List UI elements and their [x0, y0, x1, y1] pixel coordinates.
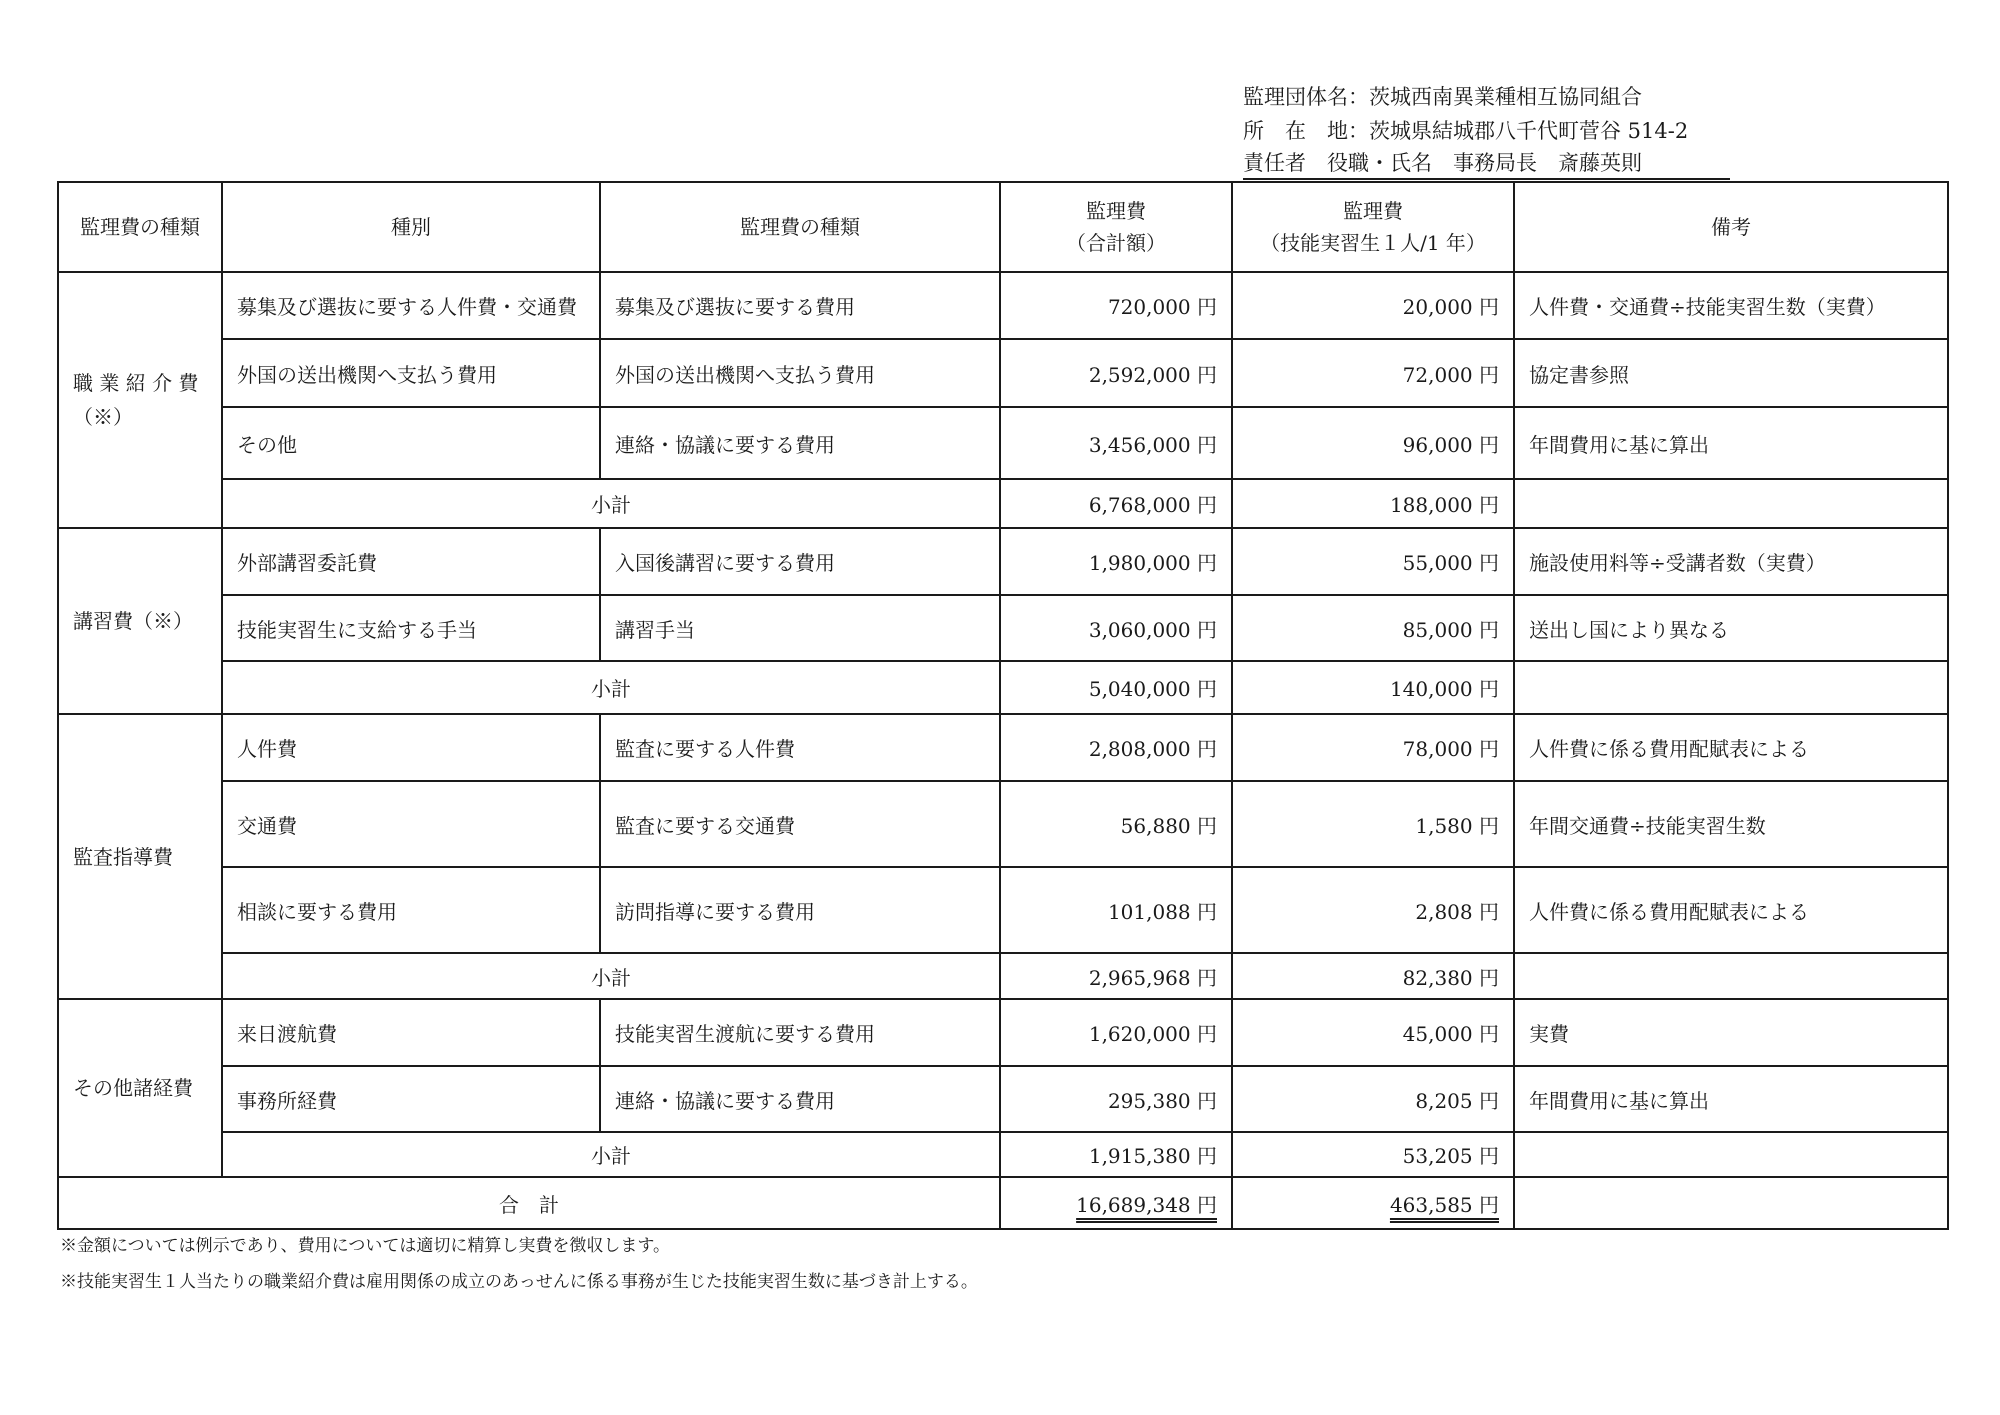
per-trainee-cell: 72,000 円	[1232, 339, 1514, 407]
per-trainee-cell: 1,580 円	[1232, 781, 1514, 867]
subtotal-per-trainee: 140,000 円	[1232, 661, 1514, 714]
remarks-cell: 協定書参照	[1514, 339, 1948, 407]
remarks-cell: 人件費に係る費用配賦表による	[1514, 867, 1948, 953]
header-remarks: 備考	[1514, 182, 1948, 272]
total-cell: 1,620,000 円	[1000, 999, 1232, 1066]
footnotes	[60, 1228, 978, 1300]
subtotal-total: 2,965,968 円	[1000, 953, 1232, 999]
org-address-line	[1243, 114, 1730, 148]
header-fee-kind: 監理費の種類	[600, 182, 1000, 272]
total-cell: 2,592,000 円	[1000, 339, 1232, 407]
table-row	[58, 595, 1948, 661]
organization-info	[1243, 80, 1730, 180]
total-cell: 295,380 円	[1000, 1066, 1232, 1132]
header-row	[58, 182, 1948, 272]
kind-cell: 募集及び選抜に要する費用	[600, 272, 1000, 339]
table-row	[58, 999, 1948, 1066]
subtotal-label: 小計	[222, 479, 1000, 528]
remarks-cell: 実費	[1514, 999, 1948, 1066]
kind-cell: 入国後講習に要する費用	[600, 528, 1000, 595]
footnote-1: ※金額については例示であり、費用については適切に精算し実費を徴収します。	[60, 1236, 670, 1256]
header-total-amount: 監理費 （合計額）	[1000, 182, 1232, 272]
header-fee-category: 監理費の種類	[58, 182, 222, 272]
type-cell: その他	[222, 407, 600, 479]
table-row	[58, 714, 1948, 781]
subtotal-total: 1,915,380 円	[1000, 1132, 1232, 1177]
type-cell: 募集及び選抜に要する人件費・交通費	[222, 272, 600, 339]
type-cell: 交通費	[222, 781, 600, 867]
org-responsible: 事務局長 斎藤英則	[1453, 151, 1642, 175]
kind-cell: 外国の送出機関へ支払う費用	[600, 339, 1000, 407]
subtotal-label: 小計	[222, 1132, 1000, 1177]
subtotal-remarks	[1514, 661, 1948, 714]
remarks-cell: 年間費用に基に算出	[1514, 1066, 1948, 1132]
header-per-trainee: 監理費 （技能実習生１人/1 年）	[1232, 182, 1514, 272]
subtotal-total: 6,768,000 円	[1000, 479, 1232, 528]
org-name-line	[1243, 80, 1730, 114]
footnote-2: ※技能実習生１人当たりの職業紹介費は雇用関係の成立のあっせんに係る事務が生じた技能実習生数に基づき計上する。	[60, 1272, 978, 1292]
subtotal-row	[58, 1132, 1948, 1177]
type-cell: 人件費	[222, 714, 600, 781]
subtotal-per-trainee: 53,205 円	[1232, 1132, 1514, 1177]
grand-total-label: 合 計	[58, 1177, 1000, 1229]
per-trainee-cell: 96,000 円	[1232, 407, 1514, 479]
remarks-cell: 年間費用に基に算出	[1514, 407, 1948, 479]
kind-cell: 技能実習生渡航に要する費用	[600, 999, 1000, 1066]
org-address: 茨城県結城郡八千代町菅谷 514-2	[1369, 119, 1689, 143]
subtotal-per-trainee: 188,000 円	[1232, 479, 1514, 528]
subtotal-row	[58, 479, 1948, 528]
table-row	[58, 781, 1948, 867]
subtotal-label: 小計	[222, 661, 1000, 714]
total-cell: 1,980,000 円	[1000, 528, 1232, 595]
kind-cell: 連絡・協議に要する費用	[600, 1066, 1000, 1132]
subtotal-remarks	[1514, 1132, 1948, 1177]
subtotal-total: 5,040,000 円	[1000, 661, 1232, 714]
supervision-fee-table	[57, 181, 1949, 1230]
total-cell: 3,060,000 円	[1000, 595, 1232, 661]
org-responsible-label: 責任者 役職・氏名	[1243, 151, 1432, 175]
subtotal-per-trainee: 82,380 円	[1232, 953, 1514, 999]
subtotal-row	[58, 953, 1948, 999]
per-trainee-cell: 85,000 円	[1232, 595, 1514, 661]
total-cell: 101,088 円	[1000, 867, 1232, 953]
kind-cell: 講習手当	[600, 595, 1000, 661]
grand-total-row	[58, 1177, 1948, 1229]
total-cell: 56,880 円	[1000, 781, 1232, 867]
org-name-label: 監理団体名：	[1243, 85, 1369, 109]
per-trainee-cell: 78,000 円	[1232, 714, 1514, 781]
table-row	[58, 528, 1948, 595]
type-cell: 技能実習生に支給する手当	[222, 595, 600, 661]
type-cell: 外部講習委託費	[222, 528, 600, 595]
remarks-cell: 施設使用料等÷受講者数（実費）	[1514, 528, 1948, 595]
header-type: 種別	[222, 182, 600, 272]
total-cell: 720,000 円	[1000, 272, 1232, 339]
category-cell: 講習費（※）	[58, 528, 222, 714]
per-trainee-cell: 20,000 円	[1232, 272, 1514, 339]
remarks-cell: 送出し国により異なる	[1514, 595, 1948, 661]
category-cell: 職 業 紹 介 費（※）	[58, 272, 222, 528]
type-cell: 外国の送出機関へ支払う費用	[222, 339, 600, 407]
subtotal-remarks	[1514, 479, 1948, 528]
remarks-cell: 年間交通費÷技能実習生数	[1514, 781, 1948, 867]
kind-cell: 監査に要する交通費	[600, 781, 1000, 867]
org-name: 茨城西南異業種相互協同組合	[1369, 85, 1642, 109]
category-cell: その他諸経費	[58, 999, 222, 1177]
org-responsible-line	[1243, 148, 1730, 180]
category-cell: 監査指導費	[58, 714, 222, 999]
table-row	[58, 272, 1948, 339]
table-row	[58, 407, 1948, 479]
type-cell: 来日渡航費	[222, 999, 600, 1066]
table-row	[58, 867, 1948, 953]
per-trainee-cell: 2,808 円	[1232, 867, 1514, 953]
subtotal-label: 小計	[222, 953, 1000, 999]
table-row	[58, 1066, 1948, 1132]
remarks-cell: 人件費・交通費÷技能実習生数（実費）	[1514, 272, 1948, 339]
per-trainee-cell: 45,000 円	[1232, 999, 1514, 1066]
type-cell: 事務所経費	[222, 1066, 600, 1132]
kind-cell: 連絡・協議に要する費用	[600, 407, 1000, 479]
table-row	[58, 339, 1948, 407]
type-cell: 相談に要する費用	[222, 867, 600, 953]
org-address-label: 所 在 地：	[1243, 119, 1369, 143]
per-trainee-cell: 8,205 円	[1232, 1066, 1514, 1132]
grand-total-amount: 16,689,348 円	[1000, 1177, 1232, 1229]
remarks-cell: 人件費に係る費用配賦表による	[1514, 714, 1948, 781]
grand-total-per-trainee: 463,585 円	[1232, 1177, 1514, 1229]
subtotal-remarks	[1514, 953, 1948, 999]
subtotal-row	[58, 661, 1948, 714]
kind-cell: 訪問指導に要する費用	[600, 867, 1000, 953]
total-cell: 2,808,000 円	[1000, 714, 1232, 781]
total-cell: 3,456,000 円	[1000, 407, 1232, 479]
grand-total-remarks	[1514, 1177, 1948, 1229]
kind-cell: 監査に要する人件費	[600, 714, 1000, 781]
per-trainee-cell: 55,000 円	[1232, 528, 1514, 595]
